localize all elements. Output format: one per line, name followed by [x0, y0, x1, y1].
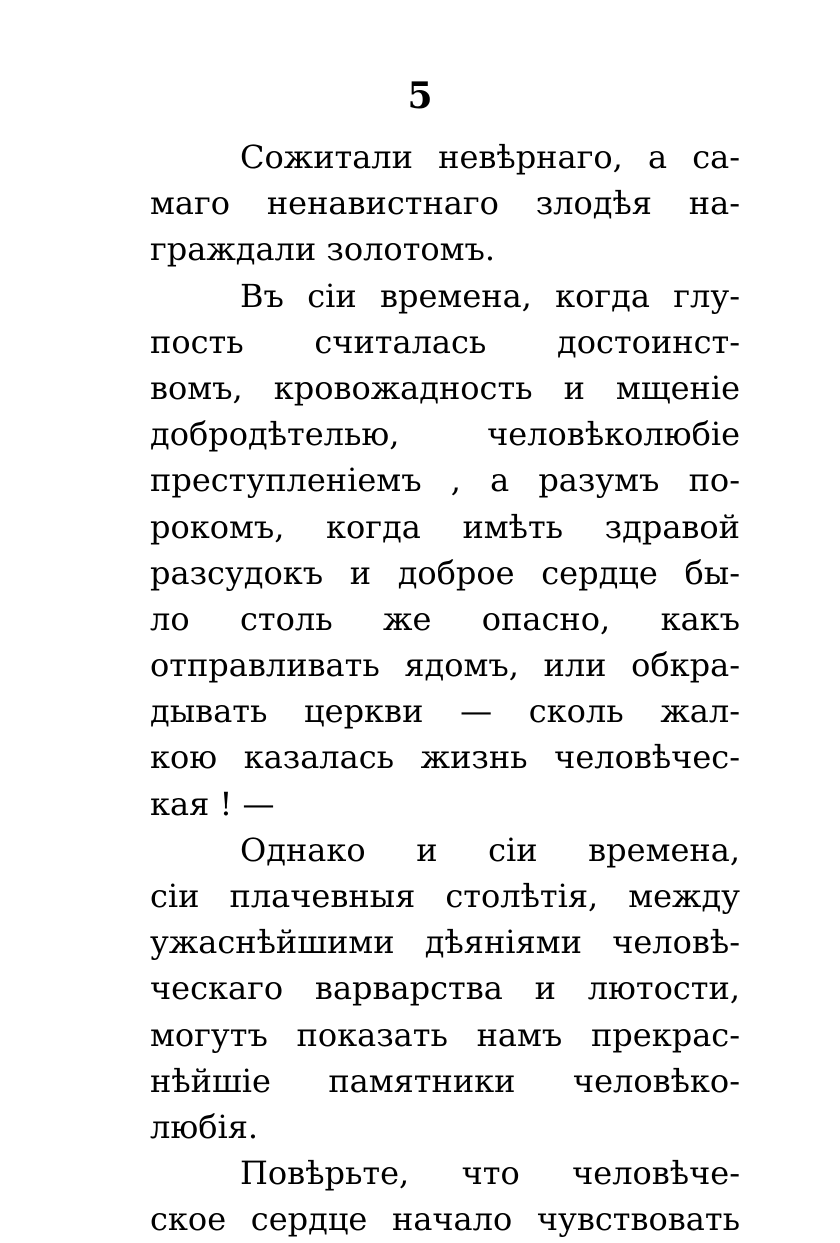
- text-line: рокомъ, когда имѣть здравой: [150, 507, 740, 546]
- text-line: граждали золотомъ.: [150, 230, 496, 269]
- text-line: кая ! —: [150, 784, 275, 823]
- text-line: нѣйшіе памятники человѣко-: [150, 1061, 740, 1100]
- text-line: ческаго варварства и лютости,: [150, 969, 740, 1008]
- text-line: Въ сіи времена, когда глу-: [240, 276, 740, 315]
- text-line: преступленіемъ , а разумъ по-: [150, 461, 740, 500]
- text-line: сіи плачевныя столѣтія, между: [150, 877, 740, 915]
- text-line: дывать церкви — сколь жал-: [150, 692, 740, 731]
- body-text: [150, 134, 740, 1243]
- paragraph-3: [150, 827, 740, 1150]
- page-number: 5: [407, 75, 433, 117]
- paragraph-1: [150, 134, 740, 273]
- text-line: ужаснѣйшими дѣяніями человѣ-: [150, 923, 740, 962]
- text-line: Повѣрьте, что человѣче-: [240, 1154, 740, 1193]
- text-line: маго ненавистнаго злодѣя на-: [150, 184, 740, 223]
- text-line: отправливать ядомъ, или обкра-: [150, 646, 740, 685]
- text-line: пость считалась достоинст-: [150, 322, 740, 361]
- text-line: любія.: [150, 1107, 259, 1146]
- text-line: кою казалась жизнь человѣчес-: [150, 738, 740, 777]
- text-line: Сожитали невѣрнаго, а са-: [240, 138, 740, 176]
- text-line: могутъ показать намъ прекрас-: [150, 1015, 740, 1054]
- text-line: Однако и сіи времена,: [240, 830, 740, 869]
- paragraph-4: [150, 1150, 740, 1242]
- text-line: ское сердце начало чувствовать: [150, 1200, 740, 1239]
- text-line: ло столь же опасно, какъ: [150, 599, 740, 638]
- text-line: вомъ, кровожадность и мщеніе: [150, 368, 740, 407]
- text-line: добродѣтелью, человѣколюбіе: [150, 415, 740, 454]
- paragraph-2: [150, 273, 740, 827]
- text-line: разсудокъ и доброе сердце бы-: [150, 553, 740, 592]
